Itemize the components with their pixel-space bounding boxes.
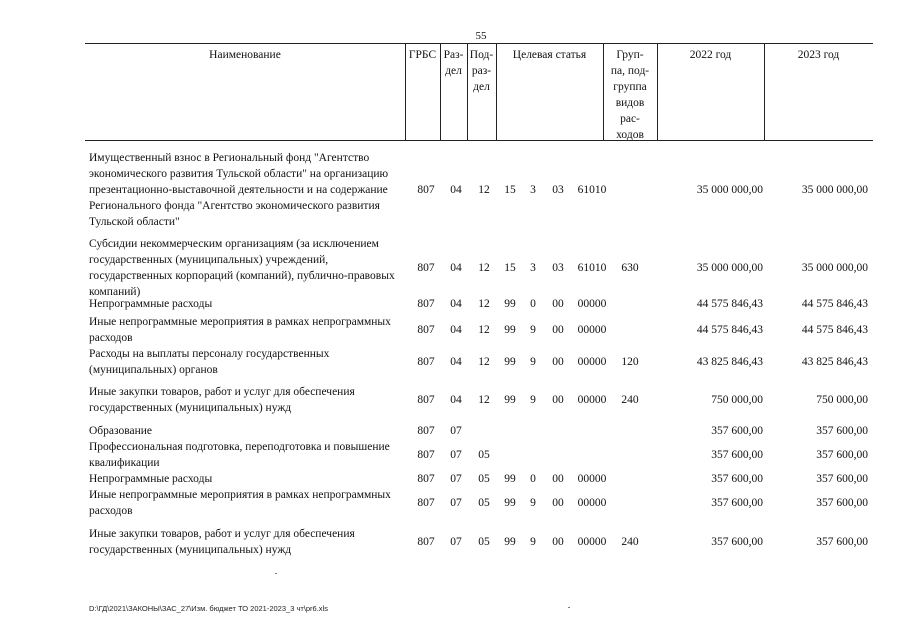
table-row: [0, 526, 905, 558]
table-row: [0, 487, 905, 519]
row-name: Имущественный взнос в Региональный фонд "Агентство экономического развития Тульской области" на организацию презентационно-выставочной деятельности и на содержание Регионального фонда "Агентство экономического развития Тульской области": [89, 152, 389, 228]
header-razdel: Раз- дел: [443, 49, 464, 77]
row-group: 240: [621, 394, 639, 406]
row-t1: 99: [504, 473, 516, 485]
row-group: 630: [621, 262, 639, 274]
row-t2: 3: [530, 184, 536, 196]
header-2023: 2023 год: [797, 49, 840, 61]
row-grbs: 807: [417, 184, 435, 196]
table-row: [0, 439, 905, 471]
row-t2: 0: [530, 298, 536, 310]
row-amount-2022: 35 000 000,00: [696, 262, 763, 274]
row-t1: 99: [504, 497, 516, 509]
row-razdel: 04: [450, 298, 462, 310]
row-podrazdel: 12: [478, 394, 490, 406]
row-podrazdel: 12: [478, 262, 490, 274]
row-amount-2023: 35 000 000,00: [801, 184, 868, 196]
row-amount-2023: 44 575 846,43: [801, 324, 868, 336]
row-grbs: 807: [417, 394, 435, 406]
table-row: [0, 384, 905, 416]
row-name: Иные закупки товаров, работ и услуг для обеспечения государственных (муниципальных) нужд: [89, 528, 355, 556]
row-name: Иные непрограммные мероприятия в рамках непрограммных расходов: [89, 316, 391, 344]
row-grbs: 807: [417, 497, 435, 509]
row-name: Субсидии некоммерческим организациям (за исключением государственных (муниципальных) учреждений, государственных корпораций (компаний), публично-правовых компаний): [89, 238, 395, 298]
row-t1: 99: [504, 356, 516, 368]
row-t3: 00: [552, 356, 564, 368]
row-t1: 99: [504, 298, 516, 310]
row-amount-2023: 357 600,00: [816, 536, 868, 548]
row-name: Непрограммные расходы: [89, 473, 213, 485]
row-podrazdel: 05: [478, 536, 490, 548]
row-t4: 00000: [577, 536, 607, 548]
row-t3: 00: [552, 324, 564, 336]
row-amount-2022: 750 000,00: [711, 394, 763, 406]
row-amount-2023: 35 000 000,00: [801, 262, 868, 274]
row-amount-2023: 43 825 846,43: [801, 356, 868, 368]
row-name: Расходы на выплаты персоналу государственных (муниципальных) органов: [89, 348, 330, 376]
table-header: [85, 43, 873, 141]
row-t3: 00: [552, 394, 564, 406]
row-razdel: 07: [450, 473, 462, 485]
row-t2: 3: [530, 262, 536, 274]
row-name: Иные непрограммные мероприятия в рамках непрограммных расходов: [89, 489, 391, 517]
row-t4: 00000: [577, 356, 607, 368]
page-number: 55: [475, 30, 487, 42]
row-grbs: 807: [417, 356, 435, 368]
header-expense-group: Груп- па, под- группа видов рас- ходов: [610, 49, 650, 141]
row-podrazdel: 12: [478, 324, 490, 336]
row-amount-2022: 44 575 846,43: [696, 298, 763, 310]
row-t4: 00000: [577, 324, 607, 336]
row-t2: 9: [530, 497, 536, 509]
row-amount-2023: 750 000,00: [816, 394, 868, 406]
row-amount-2022: 35 000 000,00: [696, 184, 763, 196]
row-grbs: 807: [417, 473, 435, 485]
table-row: [0, 346, 905, 378]
row-podrazdel: 05: [478, 473, 490, 485]
row-t4: 61010: [577, 184, 607, 196]
row-t1: 99: [504, 536, 516, 548]
row-name: Иные закупки товаров, работ и услуг для обеспечения государственных (муниципальных) нужд: [89, 386, 355, 414]
row-amount-2023: 44 575 846,43: [801, 298, 868, 310]
row-t4: 00000: [577, 497, 607, 509]
row-t2: 9: [530, 536, 536, 548]
row-t3: 03: [552, 262, 564, 274]
table-row: [0, 423, 905, 439]
row-t3: 00: [552, 497, 564, 509]
row-amount-2023: 357 600,00: [816, 449, 868, 461]
row-amount-2023: 357 600,00: [816, 425, 868, 437]
row-t3: 00: [552, 298, 564, 310]
row-t1: 15: [504, 262, 516, 274]
row-amount-2022: 43 825 846,43: [696, 356, 763, 368]
row-razdel: 04: [450, 324, 462, 336]
row-grbs: 807: [417, 262, 435, 274]
row-amount-2022: 357 600,00: [711, 449, 763, 461]
row-razdel: 07: [450, 497, 462, 509]
row-grbs: 807: [417, 425, 435, 437]
row-grbs: 807: [417, 536, 435, 548]
row-razdel: 04: [450, 394, 462, 406]
table-row: [0, 296, 905, 312]
table-row: [0, 150, 905, 230]
header-podrazdel: Под- раз- дел: [469, 49, 494, 93]
row-grbs: 807: [417, 449, 435, 461]
row-group: 240: [621, 536, 639, 548]
row-t4: 00000: [577, 298, 607, 310]
row-name: Образование: [89, 425, 153, 437]
row-t2: 9: [530, 324, 536, 336]
row-amount-2022: 357 600,00: [711, 473, 763, 485]
header-target-article: Целевая статья: [512, 49, 587, 61]
row-amount-2022: 44 575 846,43: [696, 324, 763, 336]
row-t1: 99: [504, 324, 516, 336]
row-podrazdel: 05: [478, 497, 490, 509]
row-podrazdel: 05: [478, 449, 490, 461]
row-razdel: 07: [450, 536, 462, 548]
row-razdel: 07: [450, 449, 462, 461]
row-t2: 9: [530, 394, 536, 406]
row-t4: 61010: [577, 262, 607, 274]
row-amount-2022: 357 600,00: [711, 425, 763, 437]
row-t3: 00: [552, 473, 564, 485]
row-t3: 00: [552, 536, 564, 548]
row-t4: 00000: [577, 394, 607, 406]
row-t4: 00000: [577, 473, 607, 485]
row-amount-2023: 357 600,00: [816, 497, 868, 509]
row-razdel: 07: [450, 425, 462, 437]
row-razdel: 04: [450, 184, 462, 196]
row-podrazdel: 12: [478, 184, 490, 196]
row-amount-2022: 357 600,00: [711, 497, 763, 509]
scan-speck: [568, 607, 570, 608]
row-t2: 0: [530, 473, 536, 485]
row-razdel: 04: [450, 356, 462, 368]
row-t1: 99: [504, 394, 516, 406]
row-t1: 15: [504, 184, 516, 196]
row-razdel: 04: [450, 262, 462, 274]
row-grbs: 807: [417, 324, 435, 336]
row-t3: 03: [552, 184, 564, 196]
row-podrazdel: 12: [478, 356, 490, 368]
table-row: [0, 314, 905, 346]
table-row: [0, 236, 905, 300]
row-amount-2022: 357 600,00: [711, 536, 763, 548]
file-path-footer: D:\ГД\2021\ЗАКОНЫ\ЗАС_27\Изм. бюджет ТО 2021-2023_3 чт\pr6.xls: [89, 604, 328, 613]
row-name: Профессиональная подготовка, переподготовка и повышение квалификации: [89, 441, 390, 469]
row-group: 120: [621, 356, 639, 368]
row-name: Непрограммные расходы: [89, 298, 213, 310]
row-grbs: 807: [417, 298, 435, 310]
header-name: Наименование: [209, 49, 281, 61]
row-t2: 9: [530, 356, 536, 368]
header-2022: 2022 год: [689, 49, 732, 61]
row-podrazdel: 12: [478, 298, 490, 310]
row-amount-2023: 357 600,00: [816, 473, 868, 485]
header-grbs: ГРБС: [408, 49, 437, 61]
scan-speck: [275, 573, 277, 574]
table-row: [0, 471, 905, 487]
